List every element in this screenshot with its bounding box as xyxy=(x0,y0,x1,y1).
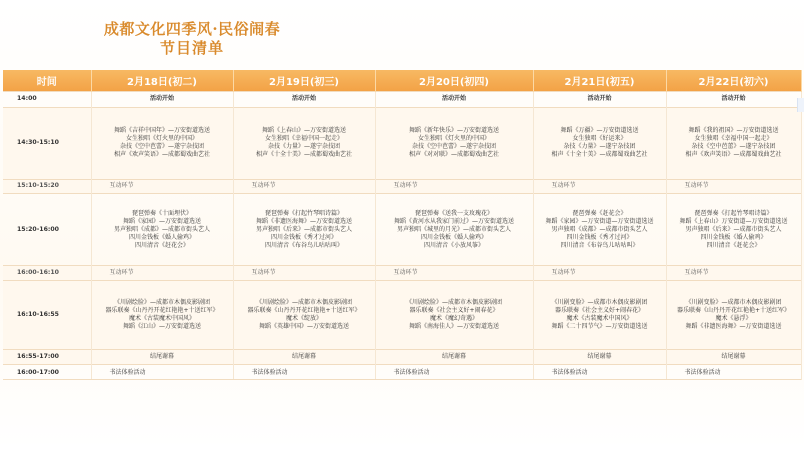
schedule-cell xyxy=(666,179,801,194)
schedule-cell xyxy=(533,92,666,108)
time-cell: 16:55-17:00 xyxy=(3,349,91,365)
program-item: 《川剧变脸》—成都市木偶皮影剧团 xyxy=(685,298,782,306)
program-item: 舞蹈《家园》—万安街道—万安街道选送 xyxy=(545,217,654,225)
program-item: 杂技《力量》—遂宁杂技团 xyxy=(563,143,636,151)
program-item: 书法体验活动 xyxy=(251,368,288,376)
program-item: 互动环节 xyxy=(251,269,276,276)
program-item: 器乐联奏《社会主义好+闹春花》 xyxy=(409,306,499,314)
schedule-cell xyxy=(233,179,375,194)
time-cell: 16:10-16:55 xyxy=(3,280,91,349)
program-item: 互动环节 xyxy=(109,182,134,190)
schedule-cell xyxy=(91,280,233,349)
program-item: 舞蹈《二十四节气》—万安街道选送 xyxy=(551,322,648,330)
time-cell: 15:10-15:20 xyxy=(3,179,91,194)
table-row xyxy=(3,280,801,349)
schedule-cell xyxy=(666,280,801,349)
program-item: 四川清音《赶花会》 xyxy=(134,241,189,249)
schedule-cell xyxy=(375,194,533,266)
side-scroll-handle[interactable] xyxy=(797,98,804,112)
program-item: 互动环节 xyxy=(251,182,276,190)
schedule-cell xyxy=(233,266,375,281)
schedule-cell xyxy=(533,194,666,266)
schedule-cell xyxy=(91,266,233,281)
schedule-cell xyxy=(233,107,375,179)
program-item: 舞蹈《非遗医海舞》—万安街道选送 xyxy=(255,217,352,225)
program-item: 书法体验活动 xyxy=(393,368,430,376)
program-item: 女生独唱《灯火里的中国》 xyxy=(125,135,198,143)
program-item: 男声独唱《后来》—成都市街头艺人 xyxy=(685,225,782,233)
program-item: 结尾谢幕 xyxy=(291,352,316,360)
program-item: 舞蹈《江山》—万安街道选送 xyxy=(122,322,201,330)
schedule-cell xyxy=(91,194,233,266)
program-item: 器乐联奏《山丹丹开花红艳艳+十送红军》 xyxy=(247,306,361,314)
program-item: 互动环节 xyxy=(551,269,576,276)
header-day-4: 2月21日(初五) xyxy=(533,70,666,92)
program-item: 书法体验活动 xyxy=(551,368,588,376)
table-row xyxy=(3,266,801,281)
program-item: 魔术《悬浮》 xyxy=(715,314,752,322)
program-item: 舞蹈《家园》—万安街道选送 xyxy=(122,217,201,225)
page-title xyxy=(82,20,302,58)
schedule-cell xyxy=(533,266,666,281)
schedule-cell xyxy=(233,194,375,266)
program-item: 杂技《空中芭蕾》—遂宁杂技团 xyxy=(411,143,496,151)
table-row xyxy=(3,92,801,108)
schedule-cell xyxy=(666,266,801,281)
program-item: 结尾谢幕 xyxy=(587,352,612,360)
program-item: 舞蹈《新年快乐》—万安街道选送 xyxy=(408,127,499,135)
program-item: 琵琶弹奏《送我一支玫瑰花》 xyxy=(414,209,493,217)
table-header-row xyxy=(3,70,801,92)
program-item: 四川金钱板《婚人偷鸡》 xyxy=(700,233,767,241)
program-item: 魔术《魔幻奇遇》 xyxy=(429,314,478,322)
program-item: 杂技《力量》—遂宁杂技团 xyxy=(267,143,340,151)
program-item: 相声《欢声笑语》—成都蜀戏曲艺社 xyxy=(685,151,782,159)
header-day-5: 2月22日(初六) xyxy=(666,70,801,92)
program-item: 四川金钱板《婚人偷鸡》 xyxy=(128,233,195,241)
program-item: 女生独唱《灯火里的中国》 xyxy=(417,135,490,143)
schedule-cell xyxy=(375,266,533,281)
header-day-2: 2月19日(初三) xyxy=(233,70,375,92)
program-item: 舞蹈《万疆》—万安街道选送 xyxy=(560,127,639,135)
program-item: 四川金钱板《秀才过河》 xyxy=(270,233,337,241)
schedule-cell xyxy=(375,365,533,380)
schedule-cell xyxy=(533,349,666,365)
program-item: 互动环节 xyxy=(393,182,418,190)
program-item: 活动开始 xyxy=(721,95,746,103)
schedule-cell xyxy=(666,365,801,380)
schedule-cell xyxy=(91,179,233,194)
time-cell: 16:00-16:10 xyxy=(3,266,91,281)
program-item: 器乐联奏《山丹丹开花红艳艳+十送红军》 xyxy=(105,306,219,314)
program-item: 互动环节 xyxy=(393,269,418,276)
schedule-cell xyxy=(533,365,666,380)
program-item: 《川剧绘脸》—成都市木偶皮影剧团 xyxy=(255,298,352,306)
program-item: 琵琶弹奏《赶花会》 xyxy=(572,209,627,217)
schedule-cell xyxy=(91,365,233,380)
program-item: 舞蹈《黄河水从我家门前过》—万安街道选送 xyxy=(393,217,514,225)
program-item: 舞蹈《上春山》—万安街道选送 xyxy=(261,127,346,135)
program-item: 琵琶弹奏《打起竹琴唱诗篇》 xyxy=(264,209,343,217)
program-item: 魔术《绽放》 xyxy=(285,314,322,322)
program-item: 舞蹈《我的祖国》—万安街道选送 xyxy=(688,127,779,135)
program-item: 相声《欢声笑语》—成都蜀戏曲艺社 xyxy=(113,151,210,159)
schedule-cell xyxy=(375,179,533,194)
schedule-cell xyxy=(233,92,375,108)
program-item: 四川金钱板《婚人偷鸡》 xyxy=(420,233,487,241)
time-cell: 16:00-17:00 xyxy=(3,365,91,380)
schedule-cell xyxy=(375,107,533,179)
schedule-cell xyxy=(666,92,801,108)
title-main: 成都文化四季风·民俗闹春 xyxy=(103,20,281,38)
program-item: 相声《对对联》—成都蜀戏曲艺社 xyxy=(408,151,499,159)
program-item: 互动环节 xyxy=(109,269,134,276)
time-cell: 15:20-16:00 xyxy=(3,194,91,266)
program-item: 结尾谢幕 xyxy=(721,352,746,360)
program-item: 舞蹈《非遗医海舞》—万安街道选送 xyxy=(685,322,782,330)
program-item: 互动环节 xyxy=(684,182,709,190)
schedule-cell xyxy=(91,349,233,365)
program-item: 结尾谢幕 xyxy=(149,352,174,360)
header-day-1: 2月18日(初二) xyxy=(91,70,233,92)
program-item: 四川清音《布谷鸟儿咕咕叫》 xyxy=(560,241,639,249)
program-item: 器乐联奏《社会主义好+闹春花》 xyxy=(554,306,645,314)
program-item: 男声独唱《城里的月光》—成都市街头艺人 xyxy=(396,225,511,233)
program-item: 杂技《空中芭蕾》—遂宁杂技团 xyxy=(691,143,776,151)
schedule-cell xyxy=(233,280,375,349)
schedule-cell xyxy=(233,349,375,365)
program-item: 舞蹈《上春山》万安街道—万安街道选送 xyxy=(679,217,788,225)
program-item: 琵琶弹奏《十面埋伏》 xyxy=(131,209,192,217)
schedule-cell xyxy=(91,107,233,179)
title-sub: 节目清单 xyxy=(159,39,224,57)
program-item: 互动环节 xyxy=(551,182,576,190)
table-row xyxy=(3,194,801,266)
table-row xyxy=(3,179,801,194)
program-item: 男声独唱《成都》—成都市街头艺人 xyxy=(551,225,648,233)
program-item: 四川金钱板《秀才过河》 xyxy=(566,233,633,241)
schedule-cell xyxy=(375,280,533,349)
program-item: 四川清音《赶花会》 xyxy=(706,241,761,249)
program-item: 魔术《古装魔术中国风》 xyxy=(128,314,195,322)
time-cell: 14:00 xyxy=(3,92,91,108)
program-item: 舞蹈《吉祥中国年》—万安街道选送 xyxy=(113,127,210,135)
schedule-cell xyxy=(233,365,375,380)
table-row xyxy=(3,365,801,380)
program-item: 《川剧绘脸》—成都市木偶皮影剧团 xyxy=(405,298,502,306)
schedule-cell xyxy=(533,179,666,194)
program-item: 男声独唱《成都》—成都市街头艺人 xyxy=(113,225,210,233)
program-item: 杂技《空中芭蕾》—遂宁杂技团 xyxy=(119,143,204,151)
program-item: 魔术《古装魔术中国风》 xyxy=(566,314,633,322)
program-item: 结尾谢幕 xyxy=(441,352,466,360)
header-day-3: 2月20日(初四) xyxy=(375,70,533,92)
program-item: 女生独唱《好运来》 xyxy=(572,135,627,143)
program-item: 女生独唱《幸福中国一起走》 xyxy=(264,135,343,143)
table-bottom-border xyxy=(3,379,801,380)
time-cell: 14:30-15:10 xyxy=(3,107,91,179)
program-item: 活动开始 xyxy=(441,95,466,103)
program-item: 《川剧绘脸》—成都市木偶皮影剧团 xyxy=(113,298,210,306)
schedule-cell xyxy=(666,349,801,365)
program-item: 互动环节 xyxy=(684,269,709,276)
program-item: 书法体验活动 xyxy=(684,368,721,376)
program-item: 活动开始 xyxy=(149,95,174,103)
program-item: 舞蹈《南海佳人》—万安街道选送 xyxy=(408,322,499,330)
table-row xyxy=(3,349,801,365)
header-time: 时间 xyxy=(3,70,91,92)
table-row xyxy=(3,107,801,179)
schedule-cell xyxy=(375,349,533,365)
program-item: 活动开始 xyxy=(291,95,316,103)
program-item: 《川剧变脸》—成都市木偶皮影剧团 xyxy=(551,298,648,306)
schedule-cell xyxy=(375,92,533,108)
schedule-cell xyxy=(91,92,233,108)
program-item: 活动开始 xyxy=(587,95,612,103)
program-schedule-table xyxy=(3,70,802,380)
schedule-cell xyxy=(666,107,801,179)
program-item: 男声独唱《后来》—成都市街头艺人 xyxy=(255,225,352,233)
schedule-cell xyxy=(533,280,666,349)
program-item: 器乐联奏《山丹丹开花红艳艳+十送红军》 xyxy=(676,306,791,314)
program-item: 相声《十全十美》—成都蜀戏曲艺社 xyxy=(551,151,648,159)
program-item: 女生独唱《幸福中国一起走》 xyxy=(694,135,773,143)
program-item: 相声《十全十美》—成都蜀戏曲艺社 xyxy=(255,151,352,159)
program-item: 琵琶弹奏《打起竹琴唱诗篇》 xyxy=(694,209,773,217)
program-item: 四川清音《布谷鸟儿咕咕叫》 xyxy=(264,241,343,249)
schedule-cell xyxy=(533,107,666,179)
schedule-cell xyxy=(666,194,801,266)
program-item: 舞蹈《英雄中国》—万安街道选送 xyxy=(258,322,349,330)
program-item: 四川清音《小放风筝》 xyxy=(423,241,484,249)
program-item: 书法体验活动 xyxy=(109,368,146,376)
